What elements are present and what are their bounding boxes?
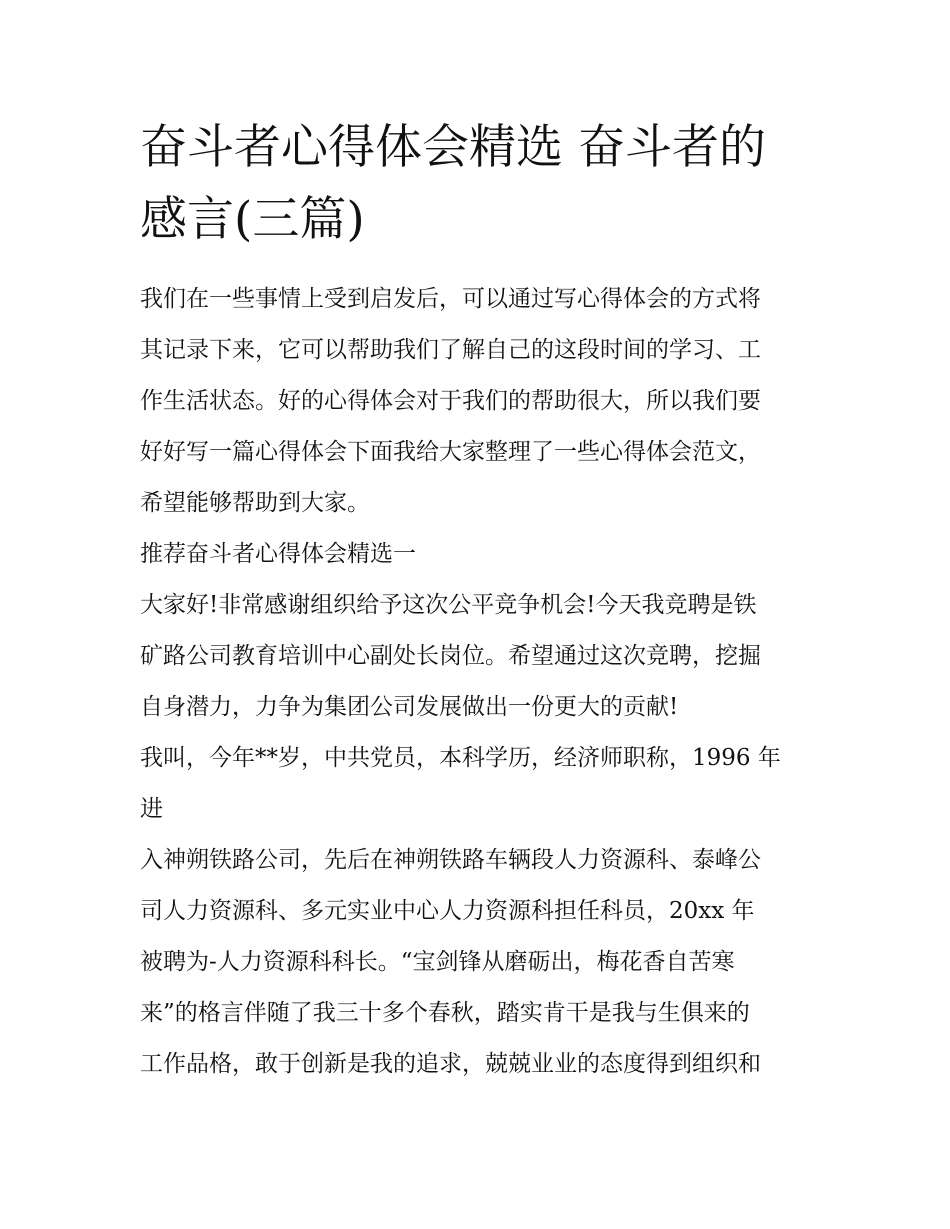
text-line: 大家好!非常感谢组织给予这次公平竞争机会!今天我竞聘是铁 bbox=[140, 592, 757, 618]
section-heading: 推荐奋斗者心得体会精选一 bbox=[140, 541, 416, 567]
paragraph-greeting bbox=[140, 580, 820, 733]
text-line: 其记录下来，它可以帮助我们了解自己的这段时间的学习、工 bbox=[140, 337, 761, 363]
intro-paragraph bbox=[140, 274, 820, 529]
text-line: 工作品格，敢于创新是我的追求，兢兢业业的态度得到组织和 bbox=[140, 1051, 761, 1077]
document-title bbox=[140, 112, 820, 256]
text-line: 我叫，今年**岁，中共党员，本科学历，经济师职称，1996 年 bbox=[140, 745, 781, 771]
text-line: 矿路公司教育培训中心副处长岗位。希望通过这次竞聘，挖掘 bbox=[140, 643, 761, 669]
text-line: 司人力资源科、多元实业中心人力资源科担任科员，20xx 年 bbox=[140, 898, 755, 924]
text-line: 作生活状态。好的心得体会对于我们的帮助很大，所以我们要 bbox=[140, 388, 761, 414]
text-line: 进 bbox=[140, 796, 163, 822]
document-body bbox=[140, 274, 820, 1090]
title-line: 感言(三篇) bbox=[140, 192, 365, 247]
paragraph-introduction bbox=[140, 733, 820, 1090]
text-line: 好好写一篇心得体会下面我给大家整理了一些心得体会范文， bbox=[140, 439, 761, 465]
text-line: 自身潜力，力争为集团公司发展做出一份更大的贡献! bbox=[140, 694, 679, 720]
text-line: 我们在一些事情上受到启发后，可以通过写心得体会的方式将 bbox=[140, 286, 761, 312]
text-line: 入神朔铁路公司，先后在神朔铁路车辆段人力资源科、泰峰公 bbox=[140, 847, 761, 873]
text-line: 希望能够帮助到大家。 bbox=[140, 490, 370, 516]
text-line: 来”的格言伴随了我三十多个春秋，踏实肯干是我与生俱来的 bbox=[140, 1000, 750, 1026]
title-line: 奋斗者心得体会精选 奋斗者的 bbox=[140, 120, 766, 175]
text-line: 被聘为-人力资源科科长。“宝剑锋从磨砺出，梅花香自苦寒 bbox=[140, 949, 735, 975]
